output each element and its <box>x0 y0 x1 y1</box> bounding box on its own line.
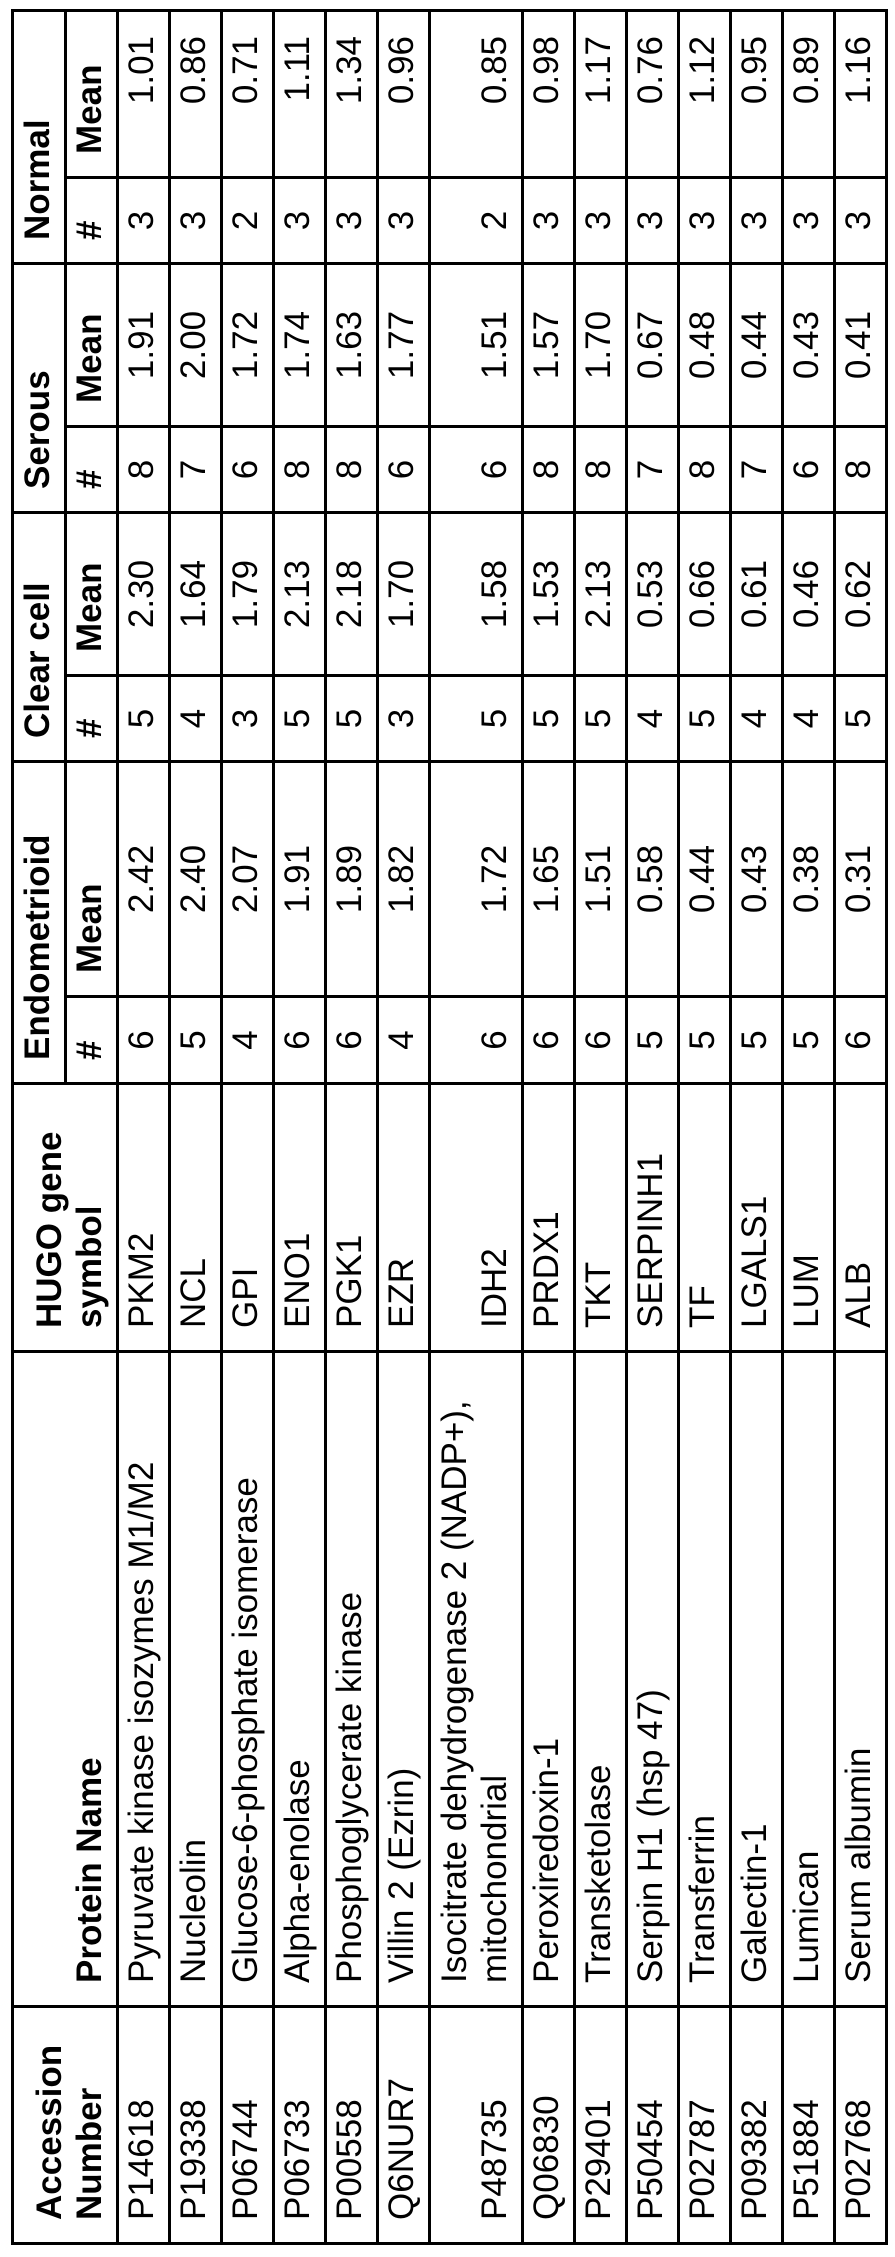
hugo-symbol-cell: EZR <box>378 1084 430 1352</box>
endometrioid-count-cell: 5 <box>627 997 679 1084</box>
endometrioid-mean-cell: 1.91 <box>274 762 326 997</box>
normal-mean-cell: 0.98 <box>523 11 575 178</box>
normal-count-cell: 3 <box>731 178 783 264</box>
normal-mean-cell: 1.12 <box>679 11 731 178</box>
serous-mean-cell: 1.72 <box>222 264 274 427</box>
clear-cell-mean-cell: 1.70 <box>378 513 430 676</box>
clear-cell-count-cell: 4 <box>627 676 679 762</box>
normal-mean-cell: 0.85 <box>430 11 523 178</box>
hugo-symbol-cell: ALB <box>835 1084 887 1352</box>
endometrioid-count-cell: 6 <box>326 997 378 1084</box>
serous-count-cell: 7 <box>731 427 783 513</box>
header-group-serous: Serous <box>13 264 66 513</box>
accession-cell: P50454 <box>627 2007 679 2244</box>
normal-mean-cell: 0.95 <box>731 11 783 178</box>
serous-mean-cell: 0.41 <box>835 264 887 427</box>
clear-cell-count-cell: 5 <box>523 676 575 762</box>
serous-mean-cell: 1.91 <box>118 264 170 427</box>
serous-count-cell: 7 <box>170 427 222 513</box>
serous-count-cell: 8 <box>326 427 378 513</box>
table-row <box>378 11 430 2244</box>
serous-count-cell: 6 <box>222 427 274 513</box>
serous-count-cell: 6 <box>430 427 523 513</box>
header-endometrioid-mean: Mean <box>66 762 118 997</box>
clear-cell-mean-cell: 1.53 <box>523 513 575 676</box>
clear-cell-count-cell: 5 <box>430 676 523 762</box>
serous-mean-cell: 0.48 <box>679 264 731 427</box>
serous-mean-cell: 2.00 <box>170 264 222 427</box>
clear-cell-mean-cell: 0.66 <box>679 513 731 676</box>
endometrioid-count-cell: 6 <box>430 997 523 1084</box>
hugo-symbol-cell: PGK1 <box>326 1084 378 1352</box>
clear-cell-count-cell: 5 <box>575 676 627 762</box>
table-row <box>783 11 835 2244</box>
protein-expression-table <box>11 9 888 2245</box>
protein-name-cell: Peroxiredoxin-1 <box>523 1352 575 2007</box>
serous-mean-cell: 1.57 <box>523 264 575 427</box>
serous-mean-cell: 1.77 <box>378 264 430 427</box>
clear-cell-count-cell: 5 <box>679 676 731 762</box>
protein-name-cell: Lumican <box>783 1352 835 2007</box>
hugo-symbol-cell: TKT <box>575 1084 627 1352</box>
normal-mean-cell: 1.01 <box>118 11 170 178</box>
normal-count-cell: 3 <box>627 178 679 264</box>
endometrioid-count-cell: 5 <box>170 997 222 1084</box>
protein-name-cell: Villin 2 (Ezrin) <box>378 1352 430 2007</box>
accession-cell: P06733 <box>274 2007 326 2244</box>
serous-count-cell: 7 <box>627 427 679 513</box>
normal-count-cell: 3 <box>523 178 575 264</box>
table-row <box>118 11 170 2244</box>
clear-cell-mean-cell: 2.13 <box>575 513 627 676</box>
clear-cell-count-cell: 4 <box>783 676 835 762</box>
endometrioid-mean-cell: 1.72 <box>430 762 523 997</box>
clear-cell-count-cell: 3 <box>378 676 430 762</box>
table-row <box>170 11 222 2244</box>
header-clear-cell-mean: Mean <box>66 513 118 676</box>
normal-mean-cell: 0.76 <box>627 11 679 178</box>
endometrioid-count-cell: 6 <box>523 997 575 1084</box>
header-endometrioid-count: # <box>66 997 118 1084</box>
accession-cell: P48735 <box>430 2007 523 2244</box>
normal-mean-cell: 1.17 <box>575 11 627 178</box>
normal-count-cell: 3 <box>378 178 430 264</box>
endometrioid-mean-cell: 2.40 <box>170 762 222 997</box>
serous-mean-cell: 1.63 <box>326 264 378 427</box>
endometrioid-mean-cell: 1.65 <box>523 762 575 997</box>
header-group-normal: Normal <box>13 11 66 264</box>
normal-count-cell: 3 <box>326 178 378 264</box>
protein-name-cell: Serpin H1 (hsp 47) <box>627 1352 679 2007</box>
endometrioid-count-cell: 5 <box>731 997 783 1084</box>
clear-cell-mean-cell: 0.62 <box>835 513 887 676</box>
serous-mean-cell: 0.44 <box>731 264 783 427</box>
table-row <box>835 11 887 2244</box>
serous-count-cell: 8 <box>835 427 887 513</box>
clear-cell-mean-cell: 2.13 <box>274 513 326 676</box>
protein-name-cell: Pyruvate kinase isozymes M1/M2 <box>118 1352 170 2007</box>
normal-count-cell: 3 <box>274 178 326 264</box>
table-row <box>575 11 627 2244</box>
accession-cell: Q06830 <box>523 2007 575 2244</box>
serous-mean-cell: 1.74 <box>274 264 326 427</box>
serous-mean-cell: 0.67 <box>627 264 679 427</box>
endometrioid-mean-cell: 0.38 <box>783 762 835 997</box>
endometrioid-count-cell: 4 <box>222 997 274 1084</box>
endometrioid-mean-cell: 1.82 <box>378 762 430 997</box>
normal-count-cell: 3 <box>835 178 887 264</box>
normal-mean-cell: 0.96 <box>378 11 430 178</box>
hugo-symbol-cell: IDH2 <box>430 1084 523 1352</box>
endometrioid-mean-cell: 2.42 <box>118 762 170 997</box>
accession-cell: P02787 <box>679 2007 731 2244</box>
endometrioid-count-cell: 6 <box>835 997 887 1084</box>
normal-mean-cell: 0.89 <box>783 11 835 178</box>
table-row <box>627 11 679 2244</box>
serous-mean-cell: 1.70 <box>575 264 627 427</box>
header-accession: Accession Number <box>13 2007 118 2244</box>
serous-count-cell: 8 <box>679 427 731 513</box>
normal-count-cell: 3 <box>170 178 222 264</box>
clear-cell-count-cell: 5 <box>326 676 378 762</box>
accession-cell: Q6NUR7 <box>378 2007 430 2244</box>
endometrioid-count-cell: 6 <box>118 997 170 1084</box>
protein-name-cell: Phosphoglycerate kinase <box>326 1352 378 2007</box>
accession-cell: P51884 <box>783 2007 835 2244</box>
endometrioid-mean-cell: 0.44 <box>679 762 731 997</box>
accession-cell: P09382 <box>731 2007 783 2244</box>
endometrioid-count-cell: 5 <box>783 997 835 1084</box>
protein-name-cell: Nucleolin <box>170 1352 222 2007</box>
protein-name-cell: Serum albumin <box>835 1352 887 2007</box>
serous-count-cell: 6 <box>378 427 430 513</box>
normal-mean-cell: 0.71 <box>222 11 274 178</box>
normal-count-cell: 2 <box>430 178 523 264</box>
endometrioid-mean-cell: 2.07 <box>222 762 274 997</box>
table-row <box>523 11 575 2244</box>
normal-mean-cell: 1.34 <box>326 11 378 178</box>
serous-mean-cell: 0.43 <box>783 264 835 427</box>
normal-mean-cell: 1.16 <box>835 11 887 178</box>
hugo-symbol-cell: PKM2 <box>118 1084 170 1352</box>
table-body <box>118 11 887 2244</box>
rotated-table-container <box>11 12 886 2245</box>
protein-name-cell: Transketolase <box>575 1352 627 2007</box>
normal-count-cell: 3 <box>679 178 731 264</box>
header-row-groups <box>13 11 66 2244</box>
endometrioid-mean-cell: 0.31 <box>835 762 887 997</box>
serous-count-cell: 6 <box>783 427 835 513</box>
serous-mean-cell: 1.51 <box>430 264 523 427</box>
endometrioid-mean-cell: 1.89 <box>326 762 378 997</box>
endometrioid-count-cell: 5 <box>679 997 731 1084</box>
protein-name-cell: Alpha-enolase <box>274 1352 326 2007</box>
serous-count-cell: 8 <box>523 427 575 513</box>
header-group-clear-cell: Clear cell <box>13 513 66 762</box>
accession-cell: P00558 <box>326 2007 378 2244</box>
endometrioid-count-cell: 6 <box>575 997 627 1084</box>
clear-cell-mean-cell: 2.18 <box>326 513 378 676</box>
accession-cell: P14618 <box>118 2007 170 2244</box>
normal-count-cell: 3 <box>575 178 627 264</box>
endometrioid-mean-cell: 0.43 <box>731 762 783 997</box>
table-row <box>679 11 731 2244</box>
accession-cell: P19338 <box>170 2007 222 2244</box>
table-row <box>326 11 378 2244</box>
hugo-symbol-cell: TF <box>679 1084 731 1352</box>
endometrioid-mean-cell: 1.51 <box>575 762 627 997</box>
protein-name-cell: Galectin-1 <box>731 1352 783 2007</box>
clear-cell-count-cell: 5 <box>835 676 887 762</box>
endometrioid-mean-cell: 0.58 <box>627 762 679 997</box>
normal-mean-cell: 0.86 <box>170 11 222 178</box>
protein-name-cell: Glucose-6-phosphate isomerase <box>222 1352 274 2007</box>
clear-cell-mean-cell: 0.46 <box>783 513 835 676</box>
header-protein-name: Protein Name <box>13 1352 118 2007</box>
table-row <box>731 11 783 2244</box>
normal-count-cell: 3 <box>783 178 835 264</box>
table-row <box>430 11 523 2244</box>
clear-cell-mean-cell: 0.61 <box>731 513 783 676</box>
normal-count-cell: 3 <box>118 178 170 264</box>
header-serous-count: # <box>66 427 118 513</box>
hugo-symbol-cell: LUM <box>783 1084 835 1352</box>
table-row <box>274 11 326 2244</box>
serous-count-cell: 8 <box>118 427 170 513</box>
serous-count-cell: 8 <box>274 427 326 513</box>
clear-cell-count-cell: 3 <box>222 676 274 762</box>
protein-name-cell: Isocitrate dehydrogenase 2 (NADP+), mitochondrial <box>430 1352 523 2007</box>
header-group-endometrioid: Endometrioid <box>13 762 66 1084</box>
hugo-symbol-cell: SERPINH1 <box>627 1084 679 1352</box>
clear-cell-mean-cell: 1.58 <box>430 513 523 676</box>
clear-cell-mean-cell: 1.79 <box>222 513 274 676</box>
protein-name-cell: Transferrin <box>679 1352 731 2007</box>
header-normal-mean: Mean <box>66 11 118 178</box>
accession-cell: P29401 <box>575 2007 627 2244</box>
normal-count-cell: 2 <box>222 178 274 264</box>
hugo-symbol-cell: GPI <box>222 1084 274 1352</box>
header-clear-cell-count: # <box>66 676 118 762</box>
header-serous-mean: Mean <box>66 264 118 427</box>
hugo-symbol-cell: PRDX1 <box>523 1084 575 1352</box>
serous-count-cell: 8 <box>575 427 627 513</box>
hugo-symbol-cell: NCL <box>170 1084 222 1352</box>
header-hugo-symbol: HUGO gene symbol <box>13 1084 118 1352</box>
table-row <box>222 11 274 2244</box>
clear-cell-mean-cell: 0.53 <box>627 513 679 676</box>
clear-cell-count-cell: 4 <box>731 676 783 762</box>
accession-cell: P06744 <box>222 2007 274 2244</box>
hugo-symbol-cell: LGALS1 <box>731 1084 783 1352</box>
normal-mean-cell: 1.11 <box>274 11 326 178</box>
accession-cell: P02768 <box>835 2007 887 2244</box>
endometrioid-count-cell: 4 <box>378 997 430 1084</box>
hugo-symbol-cell: ENO1 <box>274 1084 326 1352</box>
clear-cell-mean-cell: 2.30 <box>118 513 170 676</box>
clear-cell-count-cell: 5 <box>118 676 170 762</box>
clear-cell-count-cell: 5 <box>274 676 326 762</box>
header-normal-count: # <box>66 178 118 264</box>
endometrioid-count-cell: 6 <box>274 997 326 1084</box>
clear-cell-count-cell: 4 <box>170 676 222 762</box>
clear-cell-mean-cell: 1.64 <box>170 513 222 676</box>
